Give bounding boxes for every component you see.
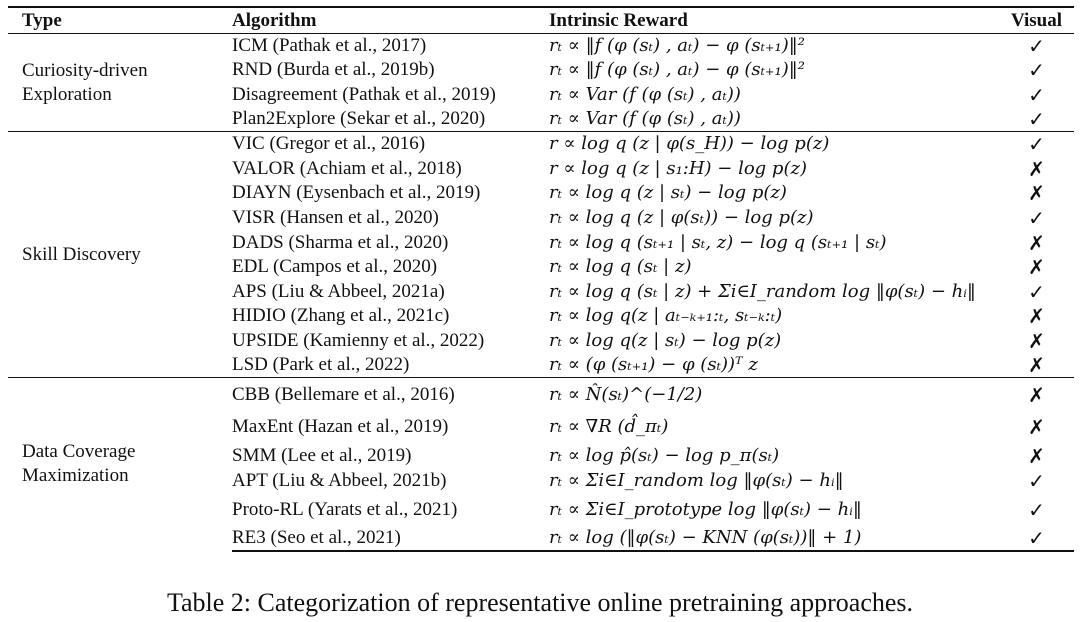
check-mark-icon: ✓ bbox=[1028, 205, 1045, 230]
intrinsic-reward-cell: rₜ ∝ ‖f (φ (sₜ) , aₜ) − φ (sₜ₊₁)‖² bbox=[549, 35, 805, 57]
algorithm-cell: Plan2Explore (Sekar et al., 2020) bbox=[232, 108, 486, 130]
intrinsic-reward-cell: r ∝ log q (z | φ(s_H)) − log p(z) bbox=[549, 132, 999, 157]
cross-mark-icon: ✗ bbox=[1028, 255, 1045, 280]
algorithm-cell: RE3 (Seo et al., 2021) bbox=[232, 526, 549, 551]
algorithm-cell: DADS (Sharma et al., 2020) bbox=[232, 231, 449, 253]
type-cell: Skill Discovery bbox=[8, 132, 232, 378]
algorithm-cell: ICM (Pathak et al., 2017) bbox=[232, 35, 427, 57]
intrinsic-reward-cell: rₜ ∝ Var (f (φ (sₜ) , aₜ)) bbox=[549, 108, 741, 130]
algorithm-cell: DIAYN (Eysenbach et al., 2019) bbox=[232, 182, 481, 204]
intrinsic-reward-cell: rₜ ∝ log q (sₜ | z) bbox=[549, 256, 692, 278]
table-caption: Table 2: Categorization of representative online pretraining approaches. bbox=[166, 588, 914, 617]
table-container bbox=[8, 6, 1074, 552]
cross-mark-icon: ✗ bbox=[1028, 444, 1045, 469]
intrinsic-reward-cell: rₜ ∝ log q (sₜ | z) + Σi∈I_random log ‖φ(sₜ) − hᵢ‖ bbox=[549, 280, 976, 302]
check-mark-icon: ✓ bbox=[999, 132, 1074, 157]
table-row bbox=[8, 132, 1074, 157]
intrinsic-reward-cell: rₜ ∝ Var (f (φ (sₜ) , aₜ)) bbox=[549, 83, 741, 105]
table-row bbox=[8, 378, 1074, 411]
header-type: Type bbox=[8, 7, 232, 34]
algorithm-cell: APS (Liu & Abbeel, 2021a) bbox=[232, 280, 445, 302]
categorization-table bbox=[8, 6, 1074, 552]
algorithm-cell: EDL (Campos et al., 2020) bbox=[232, 256, 438, 278]
intrinsic-reward-cell: rₜ ∝ ‖f (φ (sₜ) , aₜ) − φ (sₜ₊₁)‖² bbox=[549, 59, 805, 81]
intrinsic-reward-cell: rₜ ∝ log q (z | φ(sₜ)) − log p(z) bbox=[549, 206, 814, 228]
cross-mark-icon: ✗ bbox=[1028, 415, 1045, 440]
algorithm-cell: SMM (Lee et al., 2019) bbox=[232, 445, 412, 467]
table-body bbox=[8, 34, 1074, 551]
algorithm-cell: MaxEnt (Hazan et al., 2019) bbox=[232, 416, 449, 438]
intrinsic-reward-cell: rₜ ∝ log q(z | sₜ) − log p(z) bbox=[549, 329, 782, 351]
header-intrinsic-reward: Intrinsic Reward bbox=[549, 7, 999, 34]
table-row bbox=[8, 34, 1074, 59]
check-mark-icon: ✓ bbox=[1028, 497, 1045, 522]
intrinsic-reward-cell: rₜ ∝ Σi∈I_prototype log ‖φ(sₜ) − hᵢ‖ bbox=[549, 498, 862, 520]
intrinsic-reward-cell: r ∝ log q (z | s₁:H) − log p(z) bbox=[549, 157, 807, 179]
intrinsic-reward-cell: rₜ ∝ N̂(sₜ)^(−1/2) bbox=[549, 378, 999, 411]
type-cell: Data Coverage Maximization bbox=[8, 378, 232, 551]
intrinsic-reward-cell: rₜ ∝ log q (z | sₜ) − log p(z) bbox=[549, 182, 787, 204]
check-mark-icon: ✓ bbox=[1028, 82, 1045, 107]
intrinsic-reward-cell: rₜ ∝ log (‖φ(sₜ) − KNN (φ(sₜ))‖ + 1) bbox=[549, 526, 999, 551]
check-mark-icon: ✓ bbox=[1028, 58, 1045, 83]
algorithm-cell: VIC (Gregor et al., 2016) bbox=[232, 132, 549, 157]
intrinsic-reward-cell: rₜ ∝ log p̂(sₜ) − log p_π(sₜ) bbox=[549, 445, 780, 467]
check-mark-icon: ✓ bbox=[999, 526, 1074, 551]
header-row bbox=[8, 7, 1074, 34]
check-mark-icon: ✓ bbox=[1028, 279, 1045, 304]
cross-mark-icon: ✗ bbox=[1028, 328, 1045, 353]
algorithm-cell: Disagreement (Pathak et al., 2019) bbox=[232, 83, 496, 105]
algorithm-cell: CBB (Bellemare et al., 2016) bbox=[232, 378, 549, 411]
intrinsic-reward-cell: rₜ ∝ log q(z | aₜ₋ₖ₊₁:ₜ, sₜ₋ₖ:ₜ) bbox=[549, 305, 783, 327]
cross-mark-icon: ✗ bbox=[1028, 353, 1045, 378]
algorithm-cell: VALOR (Achiam et al., 2018) bbox=[232, 157, 462, 179]
cross-mark-icon: ✗ bbox=[1028, 304, 1045, 329]
algorithm-cell: LSD (Park et al., 2022) bbox=[232, 354, 410, 376]
algorithm-cell: APT (Liu & Abbeel, 2021b) bbox=[232, 469, 447, 491]
cross-mark-icon: ✗ bbox=[1028, 230, 1045, 255]
header-algorithm: Algorithm bbox=[232, 7, 549, 34]
algorithm-cell: HIDIO (Zhang et al., 2021c) bbox=[232, 305, 450, 327]
algorithm-cell: Proto-RL (Yarats et al., 2021) bbox=[232, 498, 458, 520]
header-visual: Visual bbox=[999, 7, 1074, 34]
intrinsic-reward-cell: rₜ ∝ (φ (sₜ₊₁) − φ (sₜ))ᵀ z bbox=[549, 354, 758, 376]
intrinsic-reward-cell: rₜ ∝ log q (sₜ₊₁ | sₜ, z) − log q (sₜ₊₁ | sₜ) bbox=[549, 231, 887, 253]
intrinsic-reward-cell: rₜ ∝ Σi∈I_random log ‖φ(sₜ) − hᵢ‖ bbox=[549, 469, 844, 491]
cross-mark-icon: ✗ bbox=[999, 378, 1074, 411]
check-mark-icon: ✓ bbox=[1028, 107, 1045, 132]
type-cell: Curiosity-driven Exploration bbox=[22, 59, 148, 105]
check-mark-icon: ✓ bbox=[1028, 468, 1045, 493]
algorithm-cell: UPSIDE (Kamienny et al., 2022) bbox=[232, 329, 485, 351]
cross-mark-icon: ✗ bbox=[1028, 156, 1045, 181]
algorithm-cell: VISR (Hansen et al., 2020) bbox=[232, 206, 439, 228]
algorithm-cell: RND (Burda et al., 2019b) bbox=[232, 59, 435, 81]
check-mark-icon: ✓ bbox=[1028, 34, 1045, 59]
cross-mark-icon: ✗ bbox=[1028, 181, 1045, 206]
intrinsic-reward-cell: rₜ ∝ ∇R (d̂_πₜ) bbox=[549, 416, 669, 438]
